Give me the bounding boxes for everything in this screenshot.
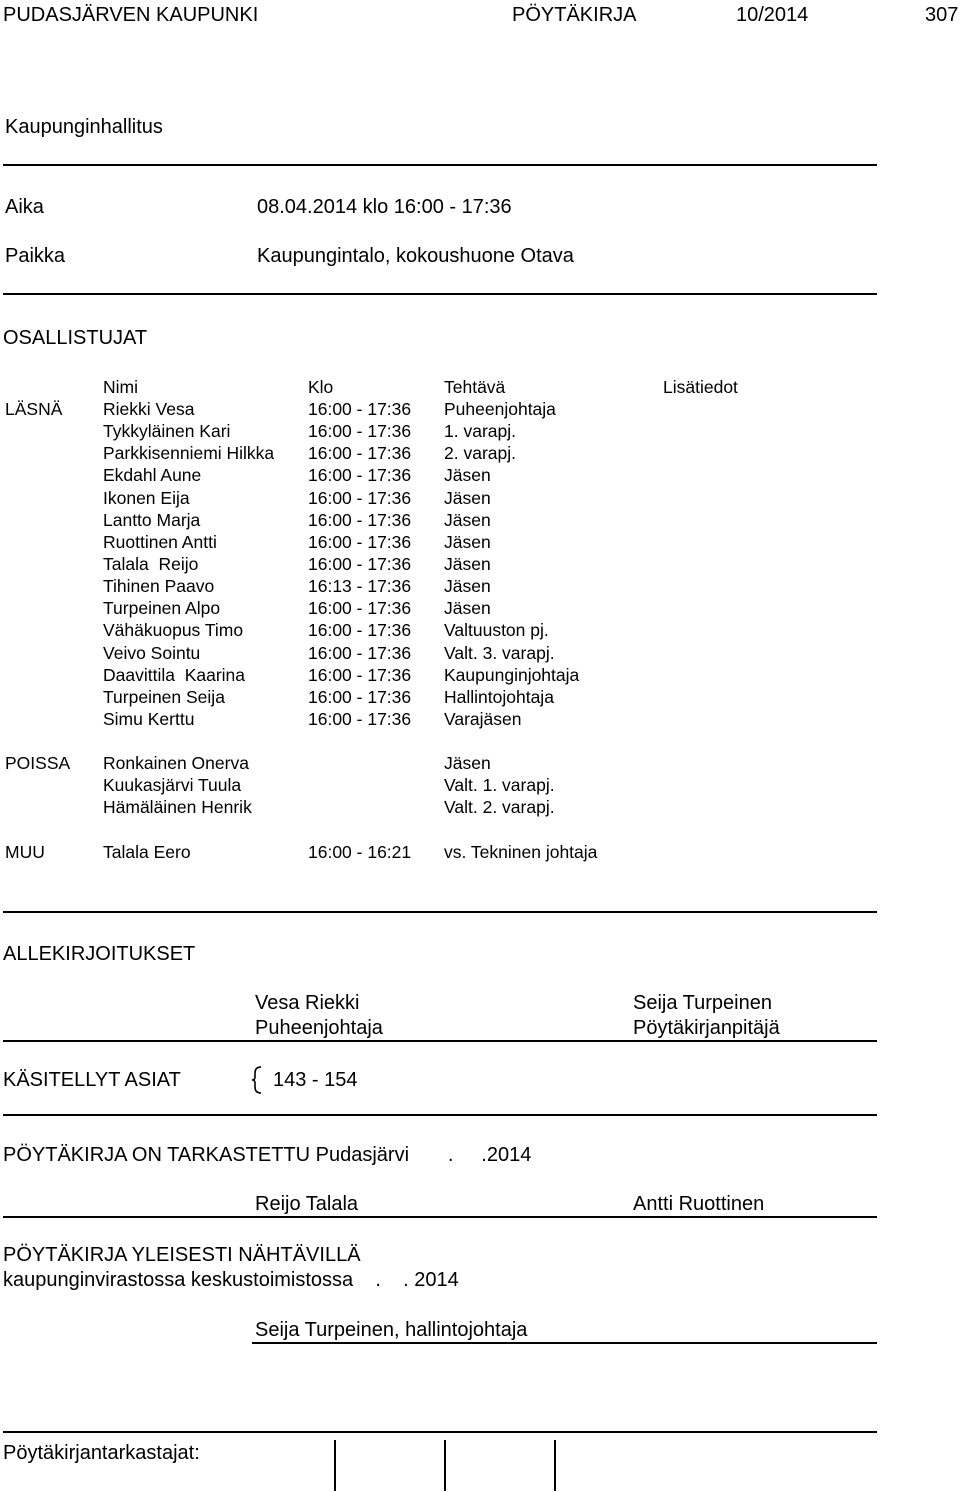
- participant-role: Valt. 2. varapj.: [444, 797, 555, 817]
- participant-role: Jäsen: [444, 576, 491, 596]
- participant-name: Daavittila Kaarina: [103, 665, 246, 685]
- participant-name: Veivo Sointu: [103, 643, 201, 663]
- participant-time: 16:00 - 16:21: [308, 842, 412, 862]
- secretary-title: Pöytäkirjanpitäjä: [633, 1017, 780, 1039]
- public-heading: PÖYTÄKIRJA YLEISESTI NÄHTÄVILLÄ: [3, 1244, 361, 1266]
- participant-time: 16:00 - 17:36: [308, 488, 412, 508]
- reviewer-name: Antti Ruottinen: [633, 1193, 765, 1215]
- participant-name: Simu Kerttu: [103, 709, 195, 729]
- chair-title: Puheenjohtaja: [255, 1017, 383, 1039]
- initials-box-separator: [334, 1440, 336, 1491]
- participant-role: Valt. 3. varapj.: [444, 643, 555, 663]
- participant-time: 16:00 - 17:36: [308, 709, 412, 729]
- col-header-extra: Lisätiedot: [663, 377, 738, 397]
- participant-time: 16:00 - 17:36: [308, 510, 412, 530]
- participant-name: Hämäläinen Henrik: [103, 797, 252, 817]
- place-label: Paikka: [5, 245, 66, 267]
- divider: [3, 911, 877, 913]
- participant-role: 2. varapj.: [444, 443, 516, 463]
- present-label: LÄSNÄ: [5, 399, 63, 419]
- participant-name: Talala Eero: [103, 842, 191, 862]
- doc-type: PÖYTÄKIRJA: [512, 4, 637, 26]
- body-name: Kaupunginhallitus: [5, 116, 163, 138]
- participant-role: Valtuuston pj.: [444, 620, 549, 640]
- divider: [3, 1114, 877, 1116]
- public-location: kaupunginvirastossa keskustoimistossa . . 2014: [3, 1269, 459, 1291]
- doc-number: 10/2014: [736, 4, 809, 26]
- items-label: KÄSITELLYT ASIAT: [3, 1069, 181, 1091]
- participant-role: Puheenjohtaja: [444, 399, 556, 419]
- participant-time: 16:00 - 17:36: [308, 443, 412, 463]
- participant-role: Hallintojohtaja: [444, 687, 554, 707]
- public-signer: Seija Turpeinen, hallintojohtaja: [255, 1319, 528, 1341]
- time-label: Aika: [5, 196, 44, 218]
- participant-name: Tykkyläinen Kari: [103, 421, 231, 441]
- secretary-name: Seija Turpeinen: [633, 992, 772, 1014]
- participant-name: Kuukasjärvi Tuula: [103, 775, 242, 795]
- participant-name: Ikonen Eija: [103, 488, 190, 508]
- participant-time: 16:00 - 17:36: [308, 665, 412, 685]
- participant-role: Jäsen: [444, 554, 491, 574]
- participant-time: 16:00 - 17:36: [308, 687, 412, 707]
- participant-name: Tihinen Paavo: [103, 576, 215, 596]
- participant-name: Turpeinen Alpo: [103, 598, 221, 618]
- participants-heading: OSALLISTUJAT: [3, 327, 148, 349]
- divider: [3, 164, 877, 166]
- initials-box-separator: [444, 1440, 446, 1491]
- divider: [3, 1040, 877, 1042]
- participant-role: Jäsen: [444, 532, 491, 552]
- participant-role: Jäsen: [444, 753, 491, 773]
- participant-role: vs. Tekninen johtaja: [444, 842, 598, 862]
- participant-name: Riekki Vesa: [103, 399, 195, 419]
- participant-name: Lantto Marja: [103, 510, 201, 530]
- participant-name: Ekdahl Aune: [103, 465, 202, 485]
- absent-label: POISSA: [5, 753, 71, 773]
- items-range: 143 - 154: [273, 1069, 358, 1091]
- reviewers-label: Pöytäkirjantarkastajat:: [3, 1442, 200, 1464]
- participant-time: 16:00 - 17:36: [308, 554, 412, 574]
- participant-role: Jäsen: [444, 598, 491, 618]
- participant-time: 16:00 - 17:36: [308, 598, 412, 618]
- col-header-role: Tehtävä: [444, 377, 506, 397]
- participant-time: 16:13 - 17:36: [308, 576, 412, 596]
- other-label: MUU: [5, 842, 45, 862]
- signature-line: [252, 1342, 877, 1344]
- participant-time: 16:00 - 17:36: [308, 532, 412, 552]
- divider: [3, 1431, 877, 1433]
- participant-time: 16:00 - 17:36: [308, 465, 412, 485]
- participant-time: 16:00 - 17:36: [308, 620, 412, 640]
- participant-name: Ruottinen Antti: [103, 532, 217, 552]
- participant-time: 16:00 - 17:36: [308, 421, 412, 441]
- participant-name: Parkkisenniemi Hilkka: [103, 443, 275, 463]
- participant-role: Jäsen: [444, 488, 491, 508]
- review-text: PÖYTÄKIRJA ON TARKASTETTU Pudasjärvi . .2014: [3, 1144, 532, 1166]
- participant-role: Kaupunginjohtaja: [444, 665, 580, 685]
- col-header-time: Klo: [308, 377, 334, 397]
- brace-icon: [251, 1065, 265, 1095]
- participant-role: Jäsen: [444, 465, 491, 485]
- chair-name: Vesa Riekki: [255, 992, 360, 1014]
- signatures-heading: ALLEKIRJOITUKSET: [3, 943, 196, 965]
- participant-role: 1. varapj.: [444, 421, 516, 441]
- page-number: 307: [925, 4, 959, 26]
- initials-box-separator: [554, 1440, 556, 1491]
- participant-time: 16:00 - 17:36: [308, 399, 412, 419]
- participant-role: Varajäsen: [444, 709, 522, 729]
- participant-role: Jäsen: [444, 510, 491, 530]
- org-name: PUDASJÄRVEN KAUPUNKI: [3, 4, 259, 26]
- divider: [3, 1216, 877, 1218]
- place-value: Kaupungintalo, kokoushuone Otava: [257, 245, 574, 267]
- divider: [3, 293, 877, 295]
- participant-name: Talala Reijo: [103, 554, 199, 574]
- reviewer-name: Reijo Talala: [255, 1193, 359, 1215]
- col-header-name: Nimi: [103, 377, 138, 397]
- participant-role: Valt. 1. varapj.: [444, 775, 555, 795]
- participant-name: Turpeinen Seija: [103, 687, 225, 707]
- time-value: 08.04.2014 klo 16:00 - 17:36: [257, 196, 512, 218]
- participant-time: 16:00 - 17:36: [308, 643, 412, 663]
- participant-name: Vähäkuopus Timo: [103, 620, 244, 640]
- participant-name: Ronkainen Onerva: [103, 753, 249, 773]
